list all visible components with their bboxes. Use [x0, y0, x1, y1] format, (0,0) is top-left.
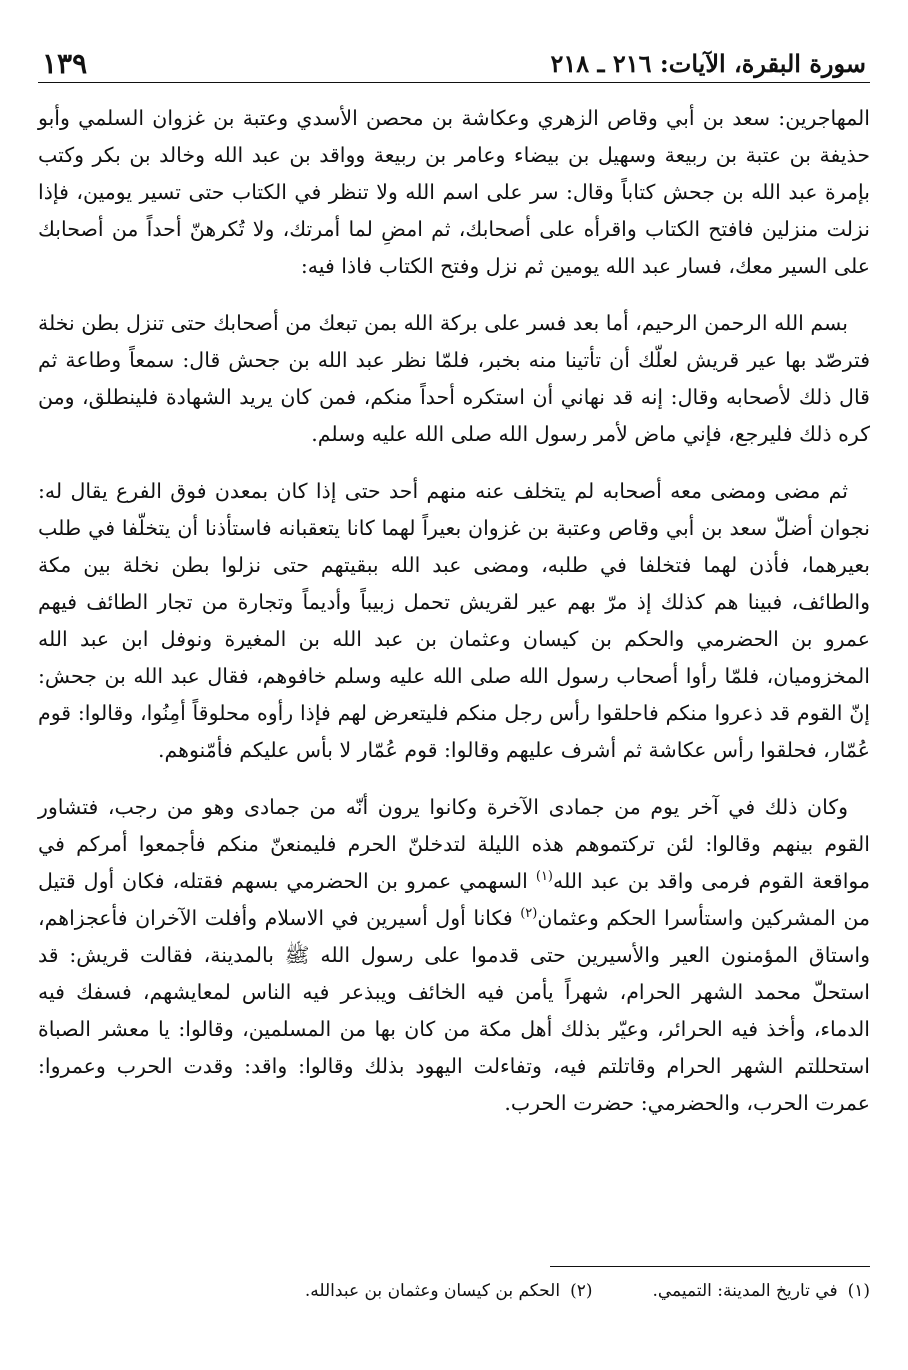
main-text: [38, 100, 870, 1122]
paragraph-text: فكانا أول أسيرين في الاسلام وأفلت الآخران فأعجزاهم، واستاق المؤمنون العير والأسيرين حتى قدموا على رسول الله ﷺ بالمدينة، فقالت قريش: قد استحلّ محمد الشهر الحرام، شهراً يأمن فيه الخائف ويبذعر فيه الناس لمعايشهم، فسفك فيه الدماء، وأخذ فيه الحرائر، وعيّر بذلك أهل مكة من كان بها من المسلمين، وقالوا: يا معشر الصباة استحللتم الشهر الحرام وقاتلتم فيه، وتفاءلت اليهود بذلك وقالوا: واقد: وقدت الحرب وعمروا: عمرت الحرب، والحضرمي: حضرت الحرب.: [38, 906, 870, 1115]
footnote-divider: [550, 1266, 870, 1267]
page-header: [38, 42, 870, 83]
footnote-text: الحكم بن كيسان وعثمان بن عبدالله.: [304, 1281, 561, 1301]
paragraph-text: السهمي عمرو بن الحضرمي بسهم فقتله، فكان أول قتيل من المشركين واستأسرا الحكم وعثمان: [38, 869, 871, 930]
footnote: [305, 1276, 593, 1306]
footnotes: [38, 1276, 870, 1306]
running-title: سورة البقرة، الآيات: ٢١٦ ـ ٢١٨: [550, 49, 866, 78]
footnote-number: (١): [847, 1281, 870, 1301]
footnote: [652, 1276, 870, 1306]
paragraph: ثم مضى ومضى معه أصحابه لم يتخلف عنه منهم أحد حتى إذا كان بمعدن فوق الفرع يقال له: نجوان أضلّ سعد بن أبي وقاص وعتبة بن غزوان بعيراً لهما كانا يتعقبانه فاستأذنا أن يتخلّفا في طلب بعيرهما، فأذن لهما فتخلفا في طلبه، ومضى عبد الله ببقيتهم حتى نزلوا بطن نخلة بين مكة والطائف، فبينا هم كذلك إذ مرّ بهم عير لقريش تحمل زبيباً وأديماً وتجارة من تجار الطائف فيهم عمرو بن الحضرمي والحكم بن كيسان وعثمان بن عبد الله بن المغيرة ونوفل ابن عبد الله المخزوميان، فلمّا رأوا أصحاب رسول الله صلى الله عليه وسلم خافوهم، فقال عبد الله بن جحش: إنّ القوم قد ذعروا منكم فاحلقوا رأس رجل منكم فليتعرض لهم فإذا رأوه محلوقاً أمِنُوا، وقالوا: قوم عُمّار، فحلقوا رأس عكاشة ثم أشرف عليهم وقالوا: قوم عُمّار لا بأس عليكم فأمّنوهم.: [38, 479, 870, 762]
footnote-text: في تاريخ المدينة: التميمي.: [652, 1281, 838, 1301]
footnote-ref: (٢): [520, 906, 538, 922]
paragraph: [38, 789, 870, 1122]
footnote-ref: (١): [535, 869, 553, 885]
paragraph-text: وكان ذلك في آخر يوم من جمادى الآخرة وكانوا يرون أنّه من جمادى وهو من رجب، فتشاور القوم بينهم وقالوا: لئن تركتموهم هذه الليلة لتدخلنّ الحرم فليمنعنّ منكم فأجمعوا أمركم في مواقعة القوم فرمى واقد بن عبد الله: [38, 795, 870, 893]
paragraph: المهاجرين: سعد بن أبي وقاص الزهري وعكاشة بن محصن الأسدي وعتبة بن غزوان السلمي وأبو حذيفة بن عتبة بن ربيعة وسهيل بن بيضاء وعامر بن ربيعة وواقد بن عبد الله وخالد بن بكر وكتب بإمرة عبد الله بن جحش كتاباً وقال: سر على اسم الله ولا تنظر في الكتاب حتى تسير يومين، فإذا نزلت منزلين فافتح الكتاب واقرأه على أصحابك، ثم امضِ لما أمرتك، ولا تُكرهنّ أحداً من أصحابك على السير معك، فسار عبد الله يومين ثم نزل وفتح الكتاب فاذا فيه:: [38, 106, 870, 278]
paragraph: بسم الله الرحمن الرحيم، أما بعد فسر على بركة الله بمن تبعك من أصحابك حتى تنزل بطن نخلة فترصّد بها عير قريش لعلّك أن تأتينا منه بخبر، فلمّا نظر عبد الله بن جحش قال: سمعاً وطاعة ثم قال ذلك لأصحابه وقال: إنه قد نهاني أن استكره أحداً منكم، فمن كان يريد الشهادة فلينطلق، ومن كره ذلك فليرجع، فإني ماض لأمر رسول الله صلى الله عليه وسلم.: [38, 311, 870, 446]
footnote-number: (٢): [570, 1281, 593, 1301]
page-number: ١٣٩: [42, 47, 88, 80]
